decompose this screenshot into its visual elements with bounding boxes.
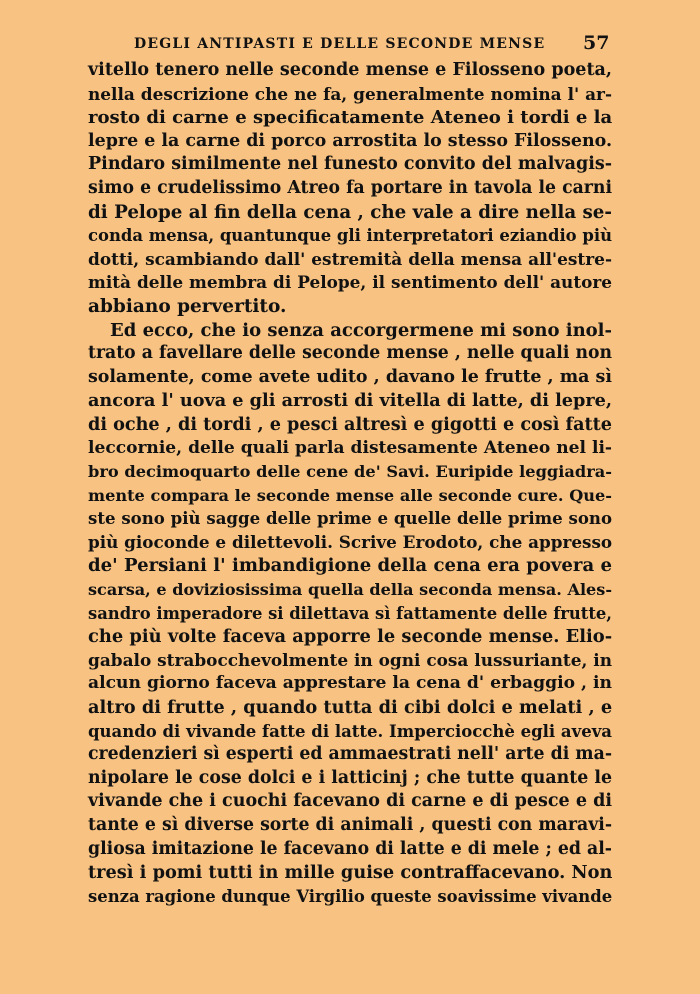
text-line: mità delle membra di Pelope, il sentimento dell' autore xyxy=(88,272,612,293)
paragraph-1 xyxy=(88,59,612,319)
text-line: credenzieri sì esperti ed ammaestrati nell' arte di ma- xyxy=(88,744,612,765)
page-body xyxy=(88,59,612,908)
text-line: quando di vivande fatte di latte. Imperciocchè egli aveva xyxy=(88,720,612,741)
text-line: lepre e la carne di porco arrostita lo stesso Filosseno. xyxy=(88,130,613,151)
text-line: altro di frutte , quando tutta di cibi dolci e melati , e xyxy=(88,697,613,719)
text-line: senza ragione dunque Virgilio queste soavissime vivande xyxy=(88,886,613,906)
text-line: nella descrizione che ne fa, generalmente nomina l' ar- xyxy=(88,83,612,104)
text-line: di Pelope al fin della cena , che vale a dire nella se- xyxy=(88,201,612,223)
text-line: leccornie, delle quali parla distesamente Ateneo nel li- xyxy=(88,437,612,458)
text-line: mente compara le seconde mense alle seconde cure. Que- xyxy=(88,485,612,505)
text-line: rosto di carne e specificatamente Ateneo i tordi e la xyxy=(88,107,613,129)
text-line: abbiano pervertito. xyxy=(88,295,287,317)
text-line: trato a favellare delle seconde mense , nelle quali non xyxy=(88,343,612,364)
text-line: tresì i pomi tutti in mille guise contraffacevano. Non xyxy=(88,862,613,884)
text-line: conda mensa, quantunque gli interpretatori eziandio più xyxy=(88,226,613,246)
text-line: alcun giorno faceva apprestare la cena d' erbaggio , in xyxy=(88,673,612,694)
text-line: bro decimoquarto delle cene de' Savi. Euripide leggiadra- xyxy=(88,462,612,482)
text-line: de' Persiani l' imbandigione della cena era povera e xyxy=(88,555,612,577)
text-line: sandro imperadore si dilettava sì fattamente delle frutte, xyxy=(88,603,612,623)
text-line: simo e crudelissimo Atreo fa portare in tavola le carni xyxy=(88,177,612,198)
page-number: 57 xyxy=(583,32,610,54)
text-line: ancora l' uova e gli arrosti di vitella di latte, di lepre, xyxy=(88,390,612,412)
text-line: più gioconde e dilettevoli. Scrive Erodoto, che appresso xyxy=(88,531,613,552)
paragraph-2 xyxy=(88,319,612,909)
text-line: gabalo strabocchevolmente in ogni cosa lussuriante, in xyxy=(88,649,612,670)
text-line: Ed ecco, che io senza accorgermene mi sono inol- xyxy=(110,319,612,341)
text-line: di oche , di tordi , e pesci altresì e gigotti e così fatte xyxy=(88,413,612,435)
text-line: solamente, come avete udito , davano le frutte , ma sì xyxy=(88,366,612,387)
text-line: gliosa imitazione le facevano di latte e di mele ; ed al- xyxy=(88,838,612,859)
text-line: nipolare le cose dolci e i latticinj ; che tutte quante le xyxy=(88,767,612,788)
running-title: DEGLI ANTIPASTI E DELLE SECONDE MENSE xyxy=(134,36,546,52)
text-line: ste sono più sagge delle prime e quelle delle prime sono xyxy=(88,508,612,529)
text-line: tante e sì diverse sorte di animali , questi con maravi- xyxy=(88,815,612,835)
text-line: vivande che i cuochi facevano di carne e di pesce e di xyxy=(88,791,612,812)
text-line: scarsa, e doviziosissima quella della seconda mensa. Ales- xyxy=(88,580,612,600)
text-line: Pindaro similmente nel funesto convito del malvagis- xyxy=(88,154,612,175)
text-line: che più volte faceva apporre le seconde mense. Elio- xyxy=(88,626,613,648)
text-line: vitello tenero nelle seconde mense e Filosseno poeta, xyxy=(88,60,612,80)
text-line: dotti, scambiando dall' estremità della mensa all'estre- xyxy=(88,248,612,269)
